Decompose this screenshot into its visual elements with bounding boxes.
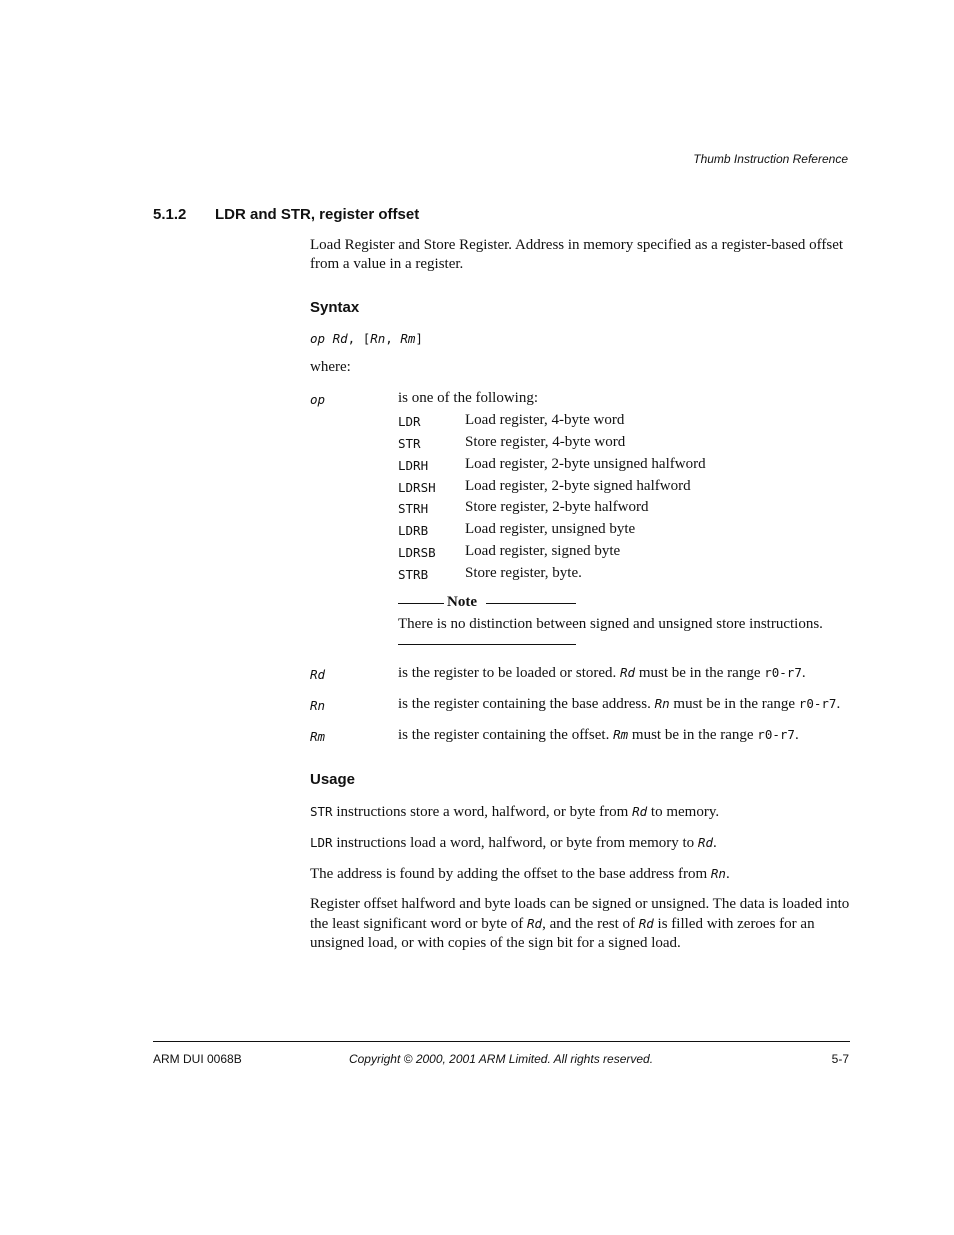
op-mnemonic: LDRSH (398, 480, 436, 495)
op-mnemonic: LDRB (398, 523, 429, 538)
param-text-post: must be in the range (669, 696, 799, 712)
syntax-heading: Syntax (310, 299, 360, 316)
footer-doc-id: ARM DUI 0068B (153, 1052, 242, 1066)
param-text-pre: is the register to be loaded or stored. (398, 665, 621, 681)
usage-reg: Rn (710, 866, 726, 881)
usage-text: instructions load a word, halfword, or byte from memory to (332, 835, 698, 851)
usage-code: STR (310, 804, 333, 819)
usage-code: LDR (310, 835, 333, 850)
usage-text: Register offset halfword and byte loads can be signed or unsigned. The data is loaded into the least significant word or byte of (310, 896, 850, 932)
syntax-rn: Rn (370, 331, 386, 346)
op-description: Load register, signed byte (465, 543, 621, 559)
param-reg: Rm (613, 727, 629, 742)
usage-reg: Rd (638, 916, 654, 931)
note-text: There is no distinction between signed and unsigned store instructions. (398, 616, 823, 632)
usage-text: . (712, 835, 717, 851)
op-description: Load register, 2-byte unsigned halfword (465, 456, 706, 472)
param-text-end: . (836, 696, 841, 712)
param-name-op: op (310, 392, 326, 407)
note-rule-bottom (398, 644, 576, 645)
syntax-op: op (310, 331, 326, 346)
param-range: r0-r7 (798, 696, 837, 711)
param-text-post: must be in the range (635, 665, 765, 681)
usage-text: , and the rest of (542, 916, 639, 932)
param-rd-desc (398, 665, 806, 682)
param-range: r0-r7 (757, 727, 795, 742)
param-reg: Rn (654, 696, 670, 711)
running-header: Thumb Instruction Reference (693, 152, 848, 166)
op-description: Store register, byte. (465, 565, 582, 581)
usage-text: is filled with zeroes for an unsigned load, or with copies of the sign bit for a signed load. (310, 916, 815, 951)
syntax-line (310, 331, 423, 346)
note-label: Note (447, 594, 477, 610)
where-label: where: (310, 359, 351, 375)
op-description: Store register, 4-byte word (465, 434, 626, 450)
syntax-end: ] (415, 331, 423, 346)
usage-reg: Rd (527, 916, 543, 931)
op-description: Load register, 4-byte word (465, 412, 625, 428)
param-rm-desc (398, 727, 799, 744)
usage-heading: Usage (310, 771, 356, 788)
op-mnemonic: STRB (398, 567, 429, 582)
op-description: Load register, 2-byte signed halfword (465, 478, 691, 494)
param-text-pre: is the register containing the offset. (398, 727, 614, 743)
param-reg: Rd (620, 665, 636, 680)
usage-text: The address is found by adding the offset to the base address from (310, 866, 711, 882)
syntax-rd: Rd (332, 331, 348, 346)
param-text-pre: is the register containing the base address. (398, 696, 655, 712)
syntax-rm: Rm (400, 331, 416, 346)
usage-paragraph (310, 895, 850, 953)
op-description: Store register, 2-byte halfword (465, 499, 649, 515)
section-intro: Load Register and Store Register. Address in memory specified as a register-based offset from a value in a register. (310, 237, 844, 272)
op-mnemonic: LDRSB (398, 545, 436, 560)
op-mnemonic: STRH (398, 501, 429, 516)
param-name-rd: Rd (310, 667, 326, 682)
footer-rule (153, 1041, 850, 1042)
section-title: LDR and STR, register offset (215, 206, 420, 223)
param-text-post: must be in the range (628, 727, 758, 743)
syntax-sep2: , (385, 331, 401, 346)
op-mnemonic: LDR (398, 414, 421, 429)
usage-text: . (725, 866, 730, 882)
op-description: Load register, unsigned byte (465, 521, 636, 537)
usage-paragraph (310, 802, 850, 822)
param-op-intro: is one of the following: (398, 390, 538, 406)
op-mnemonic: STR (398, 436, 421, 451)
usage-reg: Rd (697, 835, 713, 850)
param-rn-desc (398, 696, 840, 713)
footer-copyright: Copyright © 2000, 2001 ARM Limited. All rights reserved. (348, 1052, 654, 1066)
param-name-rm: Rm (310, 729, 326, 744)
note-rule-left (398, 603, 444, 604)
footer-page-number: 5-7 (831, 1052, 849, 1066)
usage-text: to memory. (647, 804, 720, 820)
param-range: r0-r7 (764, 665, 802, 680)
note-rule-right (486, 603, 576, 604)
param-text-end: . (794, 727, 799, 743)
param-text-end: . (801, 665, 806, 681)
param-name-rn: Rn (310, 698, 326, 713)
usage-paragraph (310, 864, 850, 884)
op-mnemonic: LDRH (398, 458, 429, 473)
usage-paragraph (310, 833, 850, 853)
section-number: 5.1.2 (153, 206, 187, 223)
usage-reg: Rd (632, 804, 648, 819)
syntax-sep1: , [ (347, 331, 371, 346)
usage-text: instructions store a word, halfword, or byte from (332, 804, 633, 820)
